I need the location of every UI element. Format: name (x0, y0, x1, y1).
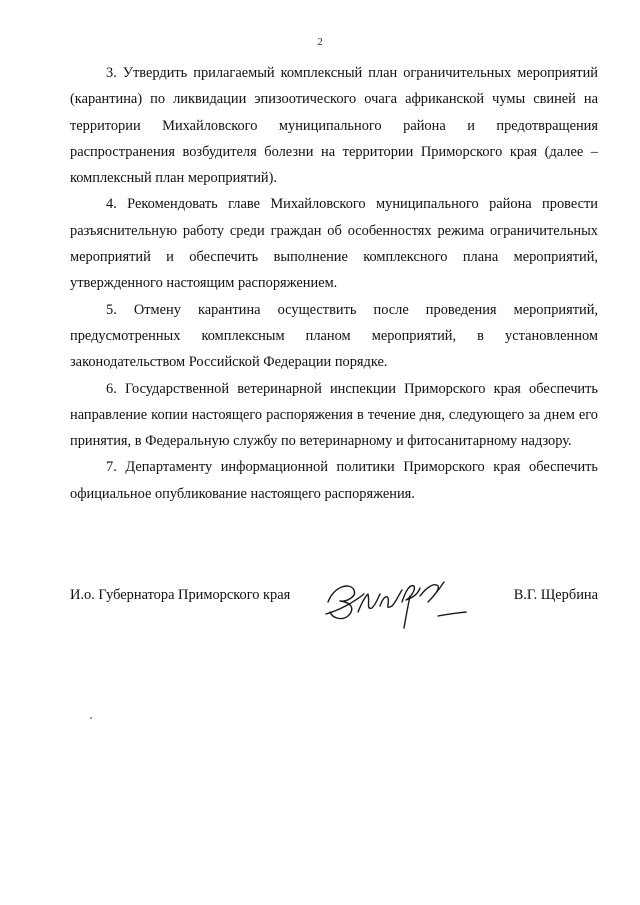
paragraph-7: 7. Департаменту информационной политики Приморского края обеспечить официальное опубликование настоящего распоряжения. (70, 459, 598, 502)
signatory-name: В.Г. Щербина (513, 587, 598, 603)
paragraph-5: 5. Отмену карантина осуществить после проведения мероприятий, предусмотренных комплексным планом мероприятий, в установленном законодательством Российской Федерации порядке. (70, 301, 598, 371)
page-number: 2 (317, 36, 323, 48)
handwritten-signature (320, 572, 470, 632)
signature-block (70, 572, 598, 632)
paragraph-4: 4. Рекомендовать главе Михайловского муниципального района провести разъяснительную работу среди граждан об особенностях режима ограничительных мероприятий и обеспечить выполнение комплексного плана мероприятий, утвержденного настоящим распоряжением. (70, 196, 598, 292)
scan-speck (90, 717, 92, 719)
signatory-position: И.о. Губернатора Приморского края (70, 587, 291, 603)
document-body (70, 60, 598, 507)
paragraph-3: 3. Утвердить прилагаемый комплексный план ограничительных мероприятий (карантина) по ликвидации эпизоотического очага африканской чумы свиней на территории Михайловского муниципального района и предотвращения распространения возбудителя болезни на территории Приморского края (далее – комплексный план мероприятий). (70, 65, 598, 187)
paragraph-6: 6. Государственной ветеринарной инспекции Приморского края обеспечить направление копии настоящего распоряжения в течение дня, следующего за днем его принятия, в Федеральную службу по ветеринарному и фитосанитарному надзору. (70, 380, 598, 450)
